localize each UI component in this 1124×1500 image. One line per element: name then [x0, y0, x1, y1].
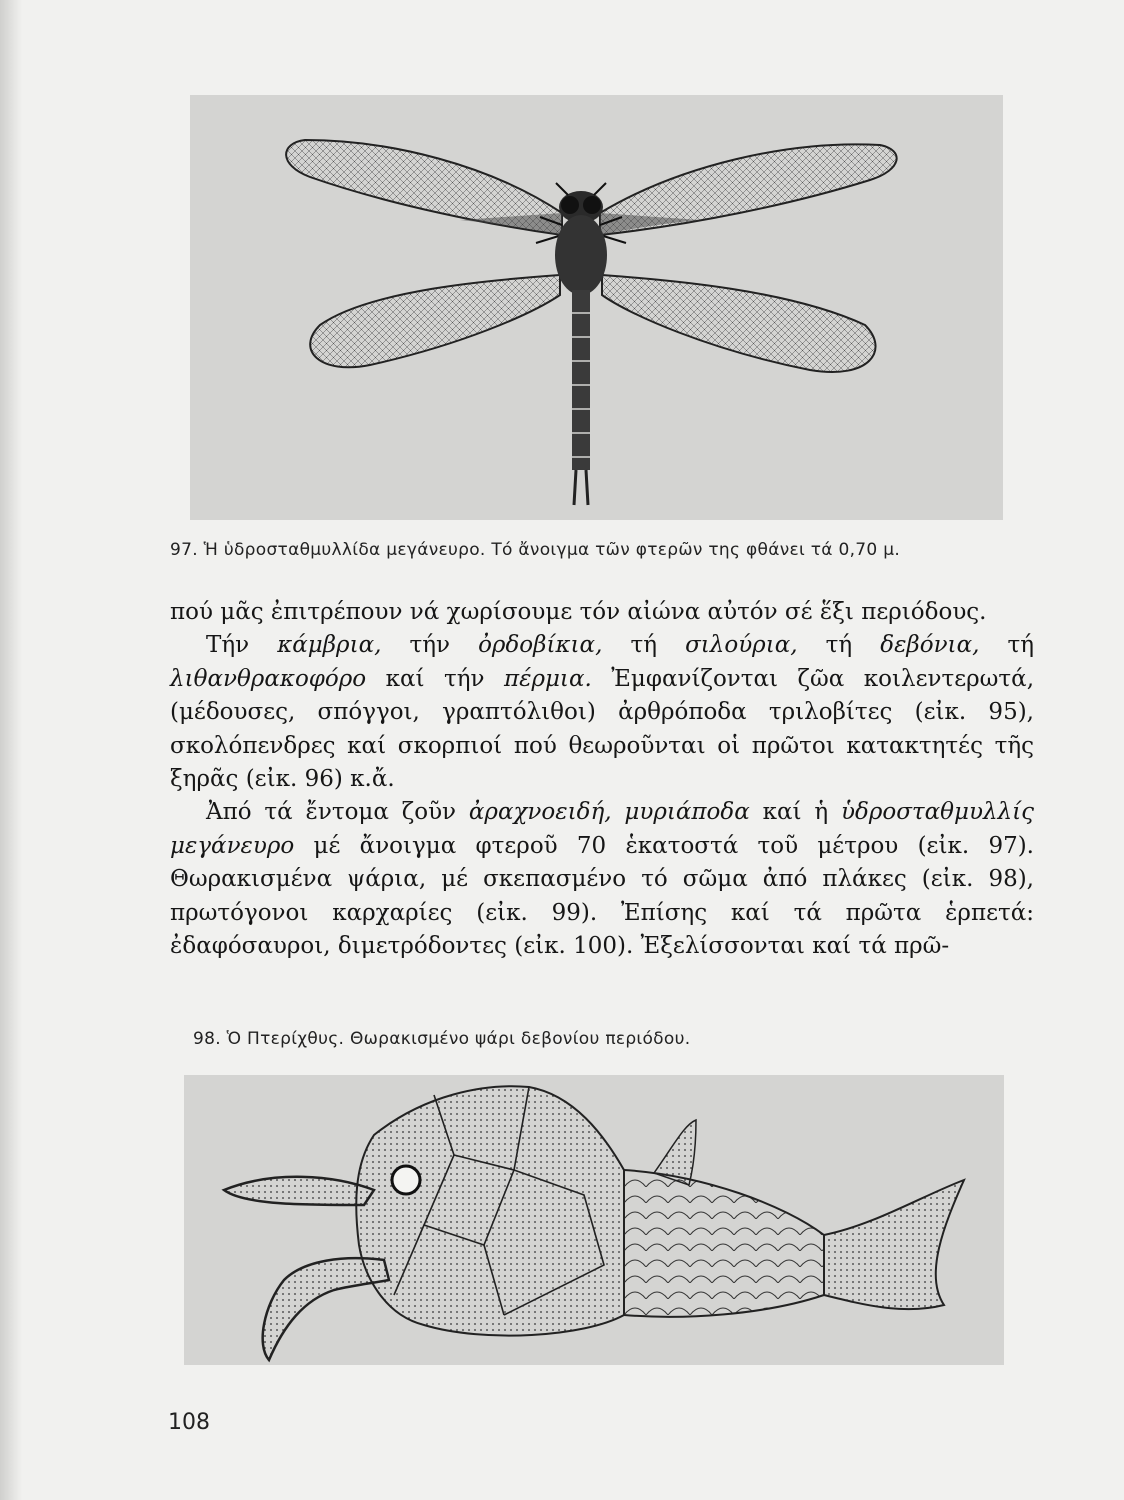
lower-left-wing — [310, 275, 560, 367]
paragraph-2: Τήν κάμβρια, τήν ὀρδοβίκια, τή σιλούρια, τή δεβόνια, τή λιθανθρακοφόρο καί τήν πέρμια. Ἐμφανίζονται ζῶα κοιλεντερωτά, (μέδουσες, σπόγγοι, γραπτόλιθοι) ἀρθρόποδα τριλοβίτες (εἰκ. 95), σκολόπενδρες καί σκορπιοί πού θεωροῦνται οἱ πρῶτοι κατακτητές τῆς ξηρᾶς (εἰκ. 96) κ.ἄ. — [170, 632, 1034, 793]
fish-eye — [392, 1166, 420, 1194]
dragonfly-thorax — [555, 215, 607, 295]
figure-98-caption: 98. Ὁ Πτερίχθυς. Θωρακισμένο ψάρι δεβονίου περιόδου. — [193, 1029, 691, 1049]
figure-97-caption: 97. Ἡ ὑδροσταθμυλλίδα μεγάνευρο. Τό ἄνοιγμα τῶν φτερῶν της φθάνει τά 0,70 μ. — [170, 540, 901, 560]
page-number: 108 — [168, 1410, 210, 1435]
figure-98-fish-illustration — [184, 1075, 1004, 1365]
fish-caudal-fin — [824, 1180, 964, 1309]
fish-tail-scales — [624, 1170, 824, 1317]
page-gutter-shadow — [0, 0, 22, 1500]
dragonfly-abdomen — [572, 290, 590, 470]
paragraph-1: πού μᾶς ἐπιτρέπουν νά χωρίσουμε τόν αἰώνα αὐτόν σέ ἕξι περιόδους. — [170, 599, 987, 625]
paragraph-3: Ἀπό τά ἔντομα ζοῦν ἀραχνοειδή, μυριάποδα καί ἡ ὑδροσταθμυλλίς μεγάνευρο μέ ἄνοιγμα φτεροῦ 70 ἑκατοστά τοῦ μέτρου (εἰκ. 97). Θωρακισμένα ψάρια, μέ σκεπασμένο τό σῶμα ἀπό πλάκες (εἰκ. 98), πρωτόγονοι καρχαρίες (εἰκ. 99). Ἐπίσης καί τά πρῶτα ἑρπετά: ἐδαφόσαυροι, διμετρόδοντες (εἰκ. 100). Ἐξελίσσονται καί τά πρῶ- — [170, 799, 1034, 960]
fish-armor-head — [356, 1086, 624, 1335]
body-text — [170, 596, 1034, 963]
fish-lower-pectoral-appendage — [263, 1258, 389, 1360]
lower-right-wing — [602, 275, 876, 372]
figure-97-dragonfly-illustration — [190, 95, 1003, 520]
fish-upper-pectoral-appendage — [224, 1177, 374, 1205]
